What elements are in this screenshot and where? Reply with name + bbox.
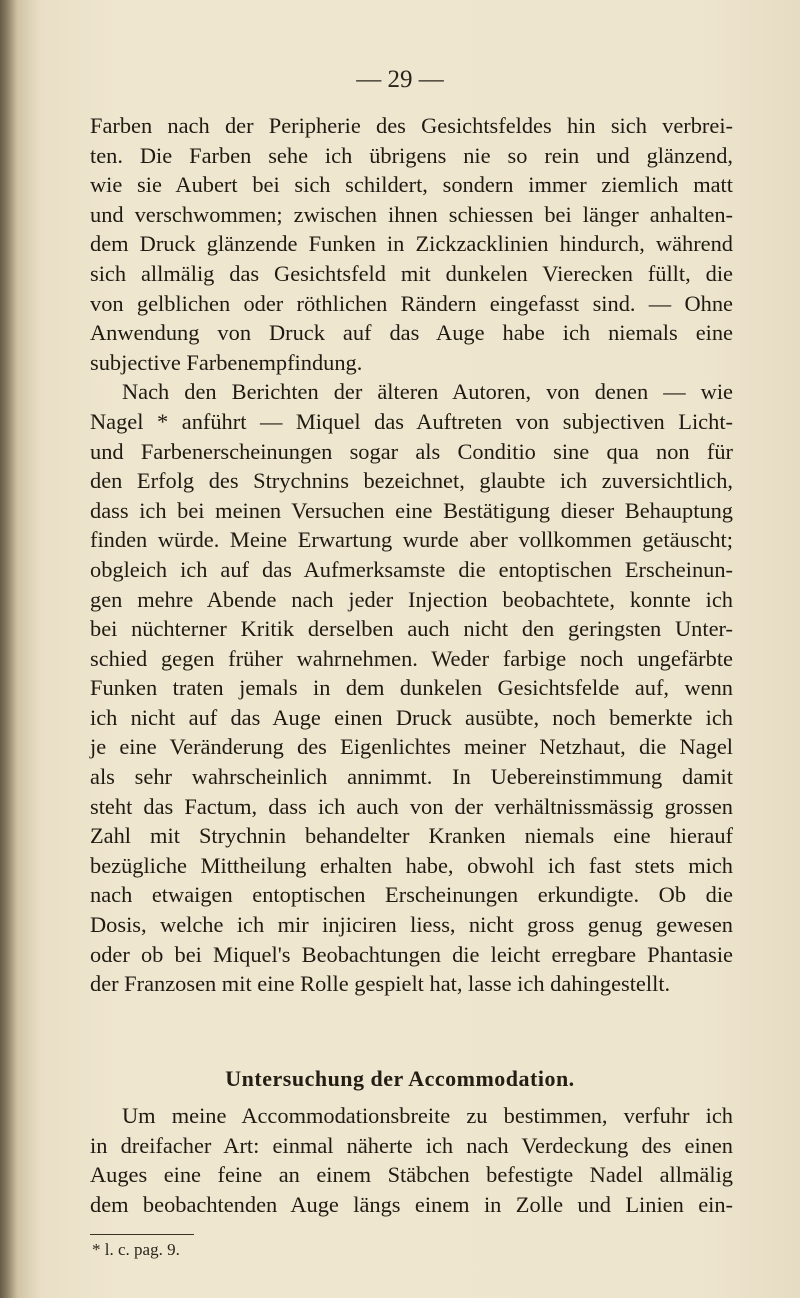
text-line: je eine Veränderung des Eigenlichtes meiner Netzhaut, die Nagel [90, 734, 733, 760]
text-line: oder ob bei Miquel's Beobachtungen die leicht erregbare Phantasie [90, 941, 733, 967]
page-number: — 29 — [356, 66, 444, 93]
text-line: wie sie Aubert bei sich schildert, sondern immer ziemlich matt [90, 172, 733, 198]
text-line: obgleich ich auf das Aufmerksamste die entoptischen Erscheinun- [90, 556, 733, 582]
text-line: sich allmälig das Gesichtsfeld mit dunkelen Vierecken füllt, die [90, 260, 733, 286]
text-line: gen mehre Abende nach jeder Injection beobachtete, konnte ich [90, 586, 733, 612]
text-line: Dosis, welche ich mir injiciren liess, nicht gross genug gewesen [90, 912, 733, 938]
text-line: dem Druck glänzende Funken in Zickzacklinien hindurch, während [90, 231, 733, 257]
text-line: Funken traten jemals in dem dunkelen Gesichtsfelde auf, wenn [90, 675, 733, 701]
text-line: nach etwaigen entoptischen Erscheinungen erkundigte. Ob die [90, 882, 733, 908]
text-line: subjective Farbenempfindung. [90, 349, 363, 375]
paragraph-2 [90, 377, 733, 998]
text-line: ich nicht auf das Auge einen Druck ausübte, noch bemerkte ich [90, 704, 733, 730]
paragraph-3 [90, 1101, 733, 1219]
footnote: * l. c. pag. 9. [92, 1240, 180, 1259]
text-line: Farben nach der Peripherie des Gesichtsfeldes hin sich verbrei- [90, 113, 733, 138]
text-line: dem beobachtenden Auge längs einem in Zolle und Linien ein- [90, 1191, 733, 1217]
body-text [90, 111, 733, 999]
text-line: der Franzosen mit eine Rolle gespielt hat, lasse ich dahingestellt. [90, 971, 671, 997]
text-line: und Farbenerscheinungen sogar als Conditio sine qua non für [90, 438, 733, 464]
binding-shadow [0, 0, 18, 1298]
text-line: den Erfolg des Strychnins bezeichnet, glaubte ich zuversichtlich, [90, 468, 733, 494]
text-line: von gelblichen oder röthlichen Rändern eingefasst sind. — Ohne [90, 290, 733, 316]
text-line: als sehr wahrscheinlich annimmt. In Uebereinstimmung damit [90, 764, 733, 790]
text-line: Auges eine feine an einem Stäbchen befestigte Nadel allmälig [90, 1162, 733, 1188]
text-line: und verschwommen; zwischen ihnen schiessen bei länger anhalten- [90, 201, 733, 227]
text-line: Um meine Accommodationsbreite zu bestimmen, verfuhr ich [122, 1103, 733, 1128]
text-line: schied gegen früher wahrnehmen. Weder farbige noch ungefärbte [90, 645, 733, 671]
text-line: in dreifacher Art: einmal näherte ich nach Verdeckung des einen [90, 1132, 733, 1158]
text-line: Zahl mit Strychnin behandelter Kranken niemals eine hierauf [90, 823, 733, 849]
footnote-divider [90, 1234, 194, 1235]
text-line: steht das Factum, dass ich auch von der verhältnissmässig grossen [90, 793, 733, 819]
text-line: Nagel * anführt — Miquel das Auftreten von subjectiven Licht- [90, 408, 733, 434]
text-line: Nach den Berichten der älteren Autoren, von denen — wie [122, 379, 733, 405]
text-line: bei nüchterner Kritik derselben auch nicht den geringsten Unter- [90, 616, 733, 642]
text-line: dass ich bei meinen Versuchen eine Bestätigung dieser Behauptung [90, 497, 733, 523]
text-line: Anwendung von Druck auf das Auge habe ich niemals eine [90, 320, 733, 346]
section-heading: Untersuchung der Accommodation. [225, 1066, 575, 1091]
paragraph-1 [90, 111, 733, 377]
text-line: finden würde. Meine Erwartung wurde aber vollkommen getäuscht; [90, 527, 733, 553]
text-line: bezügliche Mittheilung erhalten habe, obwohl ich fast stets mich [90, 852, 733, 878]
text-line: ten. Die Farben sehe ich übrigens nie so rein und glänzend, [90, 142, 733, 168]
